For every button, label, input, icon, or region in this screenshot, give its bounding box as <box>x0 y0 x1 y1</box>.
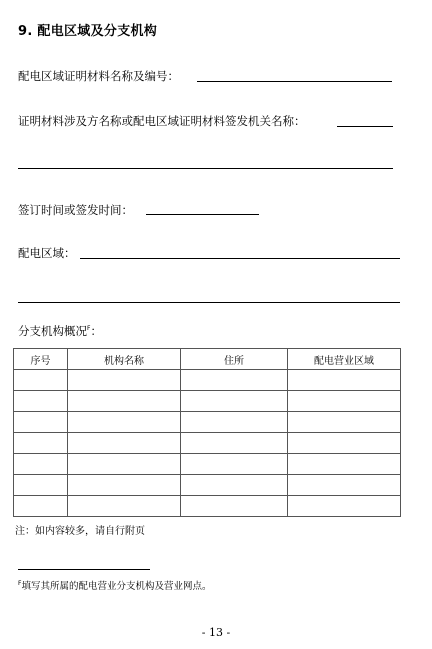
table-note: 注：如内容较多，请自行附页 <box>15 526 145 537</box>
table-cell[interactable] <box>14 496 68 517</box>
branch-overview-label <box>18 323 102 339</box>
header-address: 住所 <box>181 349 288 370</box>
cert-name-label: 配电区域证明材料名称及编号： <box>18 69 179 83</box>
header-business-area: 配电营业区域 <box>288 349 401 370</box>
table-cell[interactable] <box>181 391 288 412</box>
issuer-name-label: 证明材料涉及方名称或配电区域证明材料签发机关名称： <box>18 114 306 128</box>
table-cell[interactable] <box>68 412 181 433</box>
table-cell[interactable] <box>288 433 401 454</box>
issuer-name-field-continued[interactable] <box>18 168 393 169</box>
table-row <box>14 496 401 517</box>
footnote-divider <box>18 569 150 570</box>
table-cell[interactable] <box>181 370 288 391</box>
branch-overview-colon: ： <box>90 324 102 338</box>
issuer-name-field[interactable] <box>337 126 393 127</box>
table-cell[interactable] <box>14 370 68 391</box>
table-row <box>14 454 401 475</box>
table-cell[interactable] <box>181 454 288 475</box>
footnote-mark: F <box>18 580 22 587</box>
footnote-text: 填写其所属的配电营业分支机构及营业网点。 <box>21 581 212 592</box>
table-cell[interactable] <box>288 496 401 517</box>
table-cell[interactable] <box>68 475 181 496</box>
table-cell[interactable] <box>288 370 401 391</box>
sign-date-field[interactable] <box>146 214 259 215</box>
table-cell[interactable] <box>181 475 288 496</box>
cert-name-field[interactable] <box>197 81 392 82</box>
table-cell[interactable] <box>181 433 288 454</box>
area-field-continued[interactable] <box>18 302 400 303</box>
table-cell[interactable] <box>68 391 181 412</box>
footnote-ref-mark: F <box>87 325 91 332</box>
table-row <box>14 433 401 454</box>
table-cell[interactable] <box>14 475 68 496</box>
branch-overview-text: 分支机构概况 <box>18 324 87 338</box>
table-cell[interactable] <box>68 370 181 391</box>
table-cell[interactable] <box>288 412 401 433</box>
table-header-row <box>14 349 401 370</box>
footnote <box>18 578 211 592</box>
table-cell[interactable] <box>181 496 288 517</box>
header-seq: 序号 <box>14 349 68 370</box>
table-cell[interactable] <box>14 412 68 433</box>
table-cell[interactable] <box>288 475 401 496</box>
header-org-name: 机构名称 <box>68 349 181 370</box>
table-cell[interactable] <box>288 391 401 412</box>
table-row <box>14 370 401 391</box>
page-number: - 13 - <box>201 626 231 639</box>
section-title: 9. 配电区域及分支机构 <box>18 24 158 39</box>
table-row <box>14 412 401 433</box>
area-field[interactable] <box>80 258 400 259</box>
table-cell[interactable] <box>14 454 68 475</box>
table-cell[interactable] <box>68 496 181 517</box>
table-row <box>14 475 401 496</box>
area-label: 配电区域： <box>18 246 76 260</box>
table-cell[interactable] <box>14 433 68 454</box>
table-cell[interactable] <box>14 391 68 412</box>
table-cell[interactable] <box>68 454 181 475</box>
table-row <box>14 391 401 412</box>
table-cell[interactable] <box>181 412 288 433</box>
table-cell[interactable] <box>68 433 181 454</box>
table-cell[interactable] <box>288 454 401 475</box>
sign-date-label: 签订时间或签发时间： <box>18 203 133 217</box>
branch-table <box>13 348 401 517</box>
